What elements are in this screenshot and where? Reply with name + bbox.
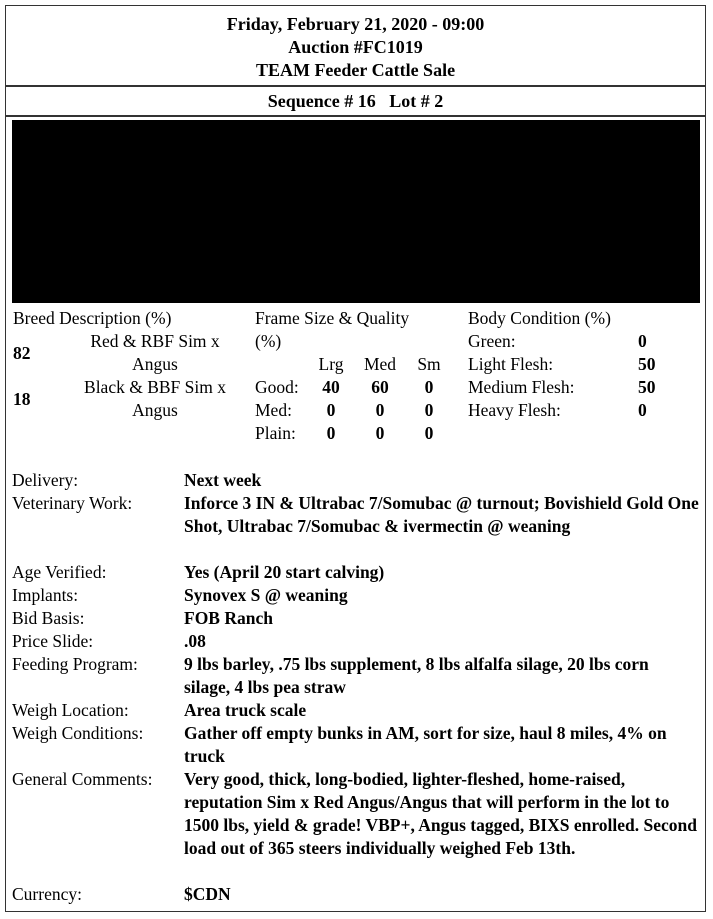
sale-name: TEAM Feeder Cattle Sale	[255, 60, 456, 80]
breed-name: Angus	[132, 354, 178, 374]
body-condition-value: 0	[638, 400, 647, 420]
sequence-lot-bar	[5, 86, 706, 116]
detail-value: FOB Ranch	[184, 608, 273, 628]
frame-col-header: Lrg	[318, 354, 344, 374]
sale-header	[5, 5, 706, 86]
frame-value: 0	[424, 377, 434, 397]
frame-row-label: Good:	[255, 377, 299, 397]
detail-label: Weigh Location:	[12, 700, 129, 720]
detail-label: Veterinary Work:	[12, 493, 133, 513]
frame-col-header: Sm	[417, 354, 441, 374]
breed-name: Red & RBF Sim x	[90, 331, 220, 351]
detail-value: Inforce 3 IN & Ultrabac 7/Somubac @ turnout; Bovishield Gold One Shot, Ultrabac 7/Somubac & ivermectin @ weaning	[184, 493, 699, 536]
sequence-lot-label: Sequence # 16 Lot # 2	[267, 91, 444, 111]
detail-value: Next week	[184, 470, 262, 490]
detail-label: Feeding Program:	[12, 654, 138, 674]
detail-value: $CDN	[184, 884, 231, 904]
frame-value: 0	[326, 400, 336, 420]
frame-value: 60	[371, 377, 389, 397]
lot-video[interactable]	[12, 120, 700, 303]
detail-label: Weigh Conditions:	[12, 723, 144, 743]
frame-row-label: Plain:	[255, 423, 296, 443]
detail-label: General Comments:	[12, 769, 153, 789]
detail-label: Age Verified:	[12, 562, 107, 582]
body-condition-label: Green:	[468, 331, 516, 351]
detail-value: Very good, thick, long-bodied, lighter-fleshed, home-raised, reputation Sim x Red Angus/Angus that will perform in the lot to 1500 lbs, yield & grade! VBP+, Angus tagged, BIXS enrolled. Second load out of 365 steers individually weighed Feb 13th.	[184, 769, 697, 858]
detail-value: Gather off empty bunks in AM, sort for size, haul 8 miles, 4% on truck	[184, 723, 667, 766]
frame-value: 0	[375, 400, 385, 420]
frame-size-title-unit: (%)	[255, 331, 282, 351]
body-condition-title: Body Condition (%)	[468, 308, 611, 328]
detail-label: Implants:	[12, 585, 79, 605]
frame-size-title: Frame Size & Quality	[255, 308, 410, 328]
frame-value: 0	[424, 400, 434, 420]
frame-value: 40	[322, 377, 340, 397]
body-condition-label: Light Flesh:	[468, 354, 554, 374]
frame-value: 0	[424, 423, 434, 443]
detail-value: Synovex S @ weaning	[184, 585, 348, 605]
frame-value: 0	[375, 423, 385, 443]
body-condition-value: 50	[638, 354, 656, 374]
auction-number: Auction #FC1019	[288, 37, 423, 57]
detail-value: Yes (April 20 start calving)	[184, 562, 385, 582]
frame-value: 0	[326, 423, 336, 443]
breed-name: Black & BBF Sim x	[84, 377, 226, 397]
detail-value: .08	[184, 631, 206, 651]
detail-label: Delivery:	[12, 470, 79, 490]
frame-col-header: Med	[363, 354, 397, 374]
body-condition-label: Heavy Flesh:	[468, 400, 561, 420]
breed-percent: 82	[13, 343, 31, 363]
detail-label: Currency:	[12, 884, 82, 904]
sale-date: Friday, February 21, 2020 - 09:00	[226, 14, 485, 34]
frame-row-label: Med:	[255, 400, 292, 420]
breed-name: Angus	[132, 400, 178, 420]
body-condition-label: Medium Flesh:	[468, 377, 575, 397]
breed-percent: 18	[13, 389, 31, 409]
breed-description-title: Breed Description (%)	[13, 308, 172, 328]
detail-label: Price Slide:	[12, 631, 94, 651]
detail-label: Bid Basis:	[12, 608, 85, 628]
body-condition-value: 50	[638, 377, 656, 397]
detail-value: 9 lbs barley, .75 lbs supplement, 8 lbs alfalfa silage, 20 lbs corn silage, 4 lbs pea straw	[184, 654, 649, 697]
detail-value: Area truck scale	[184, 700, 307, 720]
body-condition-value: 0	[638, 331, 647, 351]
